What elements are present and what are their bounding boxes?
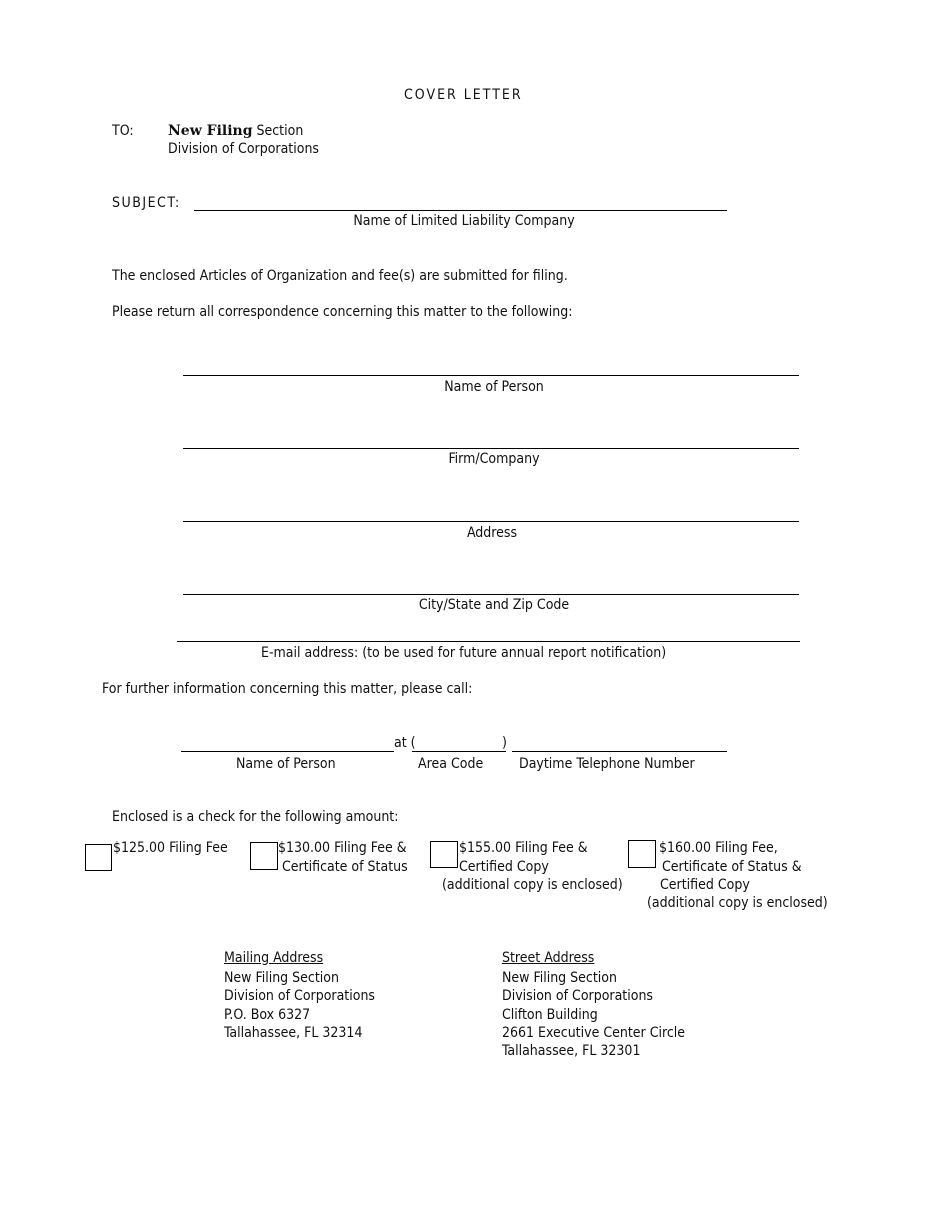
- to-label: TO:: [112, 123, 134, 139]
- street-address-line: 2661 Executive Center Circle: [502, 1025, 686, 1041]
- to-line-1-bold: New Filing: [168, 123, 253, 139]
- mailing-address-line: New Filing Section: [224, 970, 339, 986]
- return-address-caption: Address: [466, 525, 518, 541]
- return-firm-field[interactable]: [183, 448, 799, 449]
- fee-155-label-line-2: Certified Copy: [459, 859, 549, 875]
- mailing-address-line: Tallahassee, FL 32314: [224, 1025, 363, 1041]
- fee-155-label-line-3: (additional copy is enclosed): [442, 877, 623, 893]
- street-address-line: Division of Corporations: [502, 988, 653, 1004]
- street-address-line: Tallahassee, FL 32301: [502, 1043, 641, 1059]
- to-line-1: [168, 123, 303, 140]
- fee-160-checkbox[interactable]: [628, 840, 656, 868]
- fee-130-label-line-1: $130.00 Filing Fee &: [278, 840, 407, 856]
- fee-160-label-line-3: Certified Copy: [660, 877, 750, 893]
- to-line-1-rest: Section: [252, 123, 304, 139]
- subject-caption: Name of Limited Liability Company: [353, 213, 575, 229]
- contact-phone-caption: Daytime Telephone Number: [519, 756, 695, 772]
- return-name-field[interactable]: [183, 375, 799, 376]
- contact-area-code-field[interactable]: [412, 751, 506, 752]
- contact-name-caption: Name of Person: [236, 756, 336, 772]
- mailing-address-heading: Mailing Address: [224, 950, 324, 966]
- contact-area-caption: Area Code: [418, 756, 484, 772]
- contact-prompt: For further information concerning this matter, please call:: [102, 681, 473, 697]
- to-line-2: Division of Corporations: [168, 141, 319, 157]
- fee-130-checkbox[interactable]: [250, 842, 278, 870]
- subject-label: SUBJECT:: [112, 195, 181, 211]
- return-name-caption: Name of Person: [444, 379, 544, 395]
- street-address-heading: Street Address: [502, 950, 595, 966]
- fee-160-label-line-1: $160.00 Filing Fee,: [659, 840, 778, 856]
- mailing-address-line: P.O. Box 6327: [224, 1007, 311, 1023]
- contact-phone-field[interactable]: [512, 751, 727, 752]
- mailing-address-line: Division of Corporations: [224, 988, 375, 1004]
- contact-name-field[interactable]: [181, 751, 394, 752]
- fee-125-label: $125.00 Filing Fee: [113, 840, 228, 856]
- fee-155-label-line-1: $155.00 Filing Fee &: [459, 840, 588, 856]
- fee-160-label-line-2: Certificate of Status &: [662, 859, 802, 875]
- return-city-caption: City/State and Zip Code: [418, 597, 570, 613]
- subject-field[interactable]: [194, 210, 727, 211]
- return-address-field[interactable]: [183, 521, 799, 522]
- page-title: COVER LETTER: [404, 87, 523, 103]
- contact-at-label: at (: [394, 735, 416, 751]
- body-para-1: The enclosed Articles of Organization and fee(s) are submitted for filing.: [112, 268, 568, 284]
- street-address-line: New Filing Section: [502, 970, 617, 986]
- fee-160-label-line-4: (additional copy is enclosed): [647, 895, 828, 911]
- payment-prompt: Enclosed is a check for the following amount:: [112, 809, 399, 825]
- fee-155-checkbox[interactable]: [430, 841, 458, 868]
- contact-close-paren: ): [502, 735, 507, 751]
- fee-130-label-line-2: Certificate of Status: [282, 859, 408, 875]
- return-city-field[interactable]: [183, 594, 799, 595]
- return-firm-caption: Firm/Company: [448, 451, 540, 467]
- return-email-caption: E-mail address: (to be used for future annual report notification): [261, 645, 667, 661]
- body-para-2: Please return all correspondence concerning this matter to the following:: [112, 304, 573, 320]
- return-email-field[interactable]: [177, 641, 800, 642]
- fee-125-checkbox[interactable]: [85, 844, 112, 871]
- street-address-line: Clifton Building: [502, 1007, 598, 1023]
